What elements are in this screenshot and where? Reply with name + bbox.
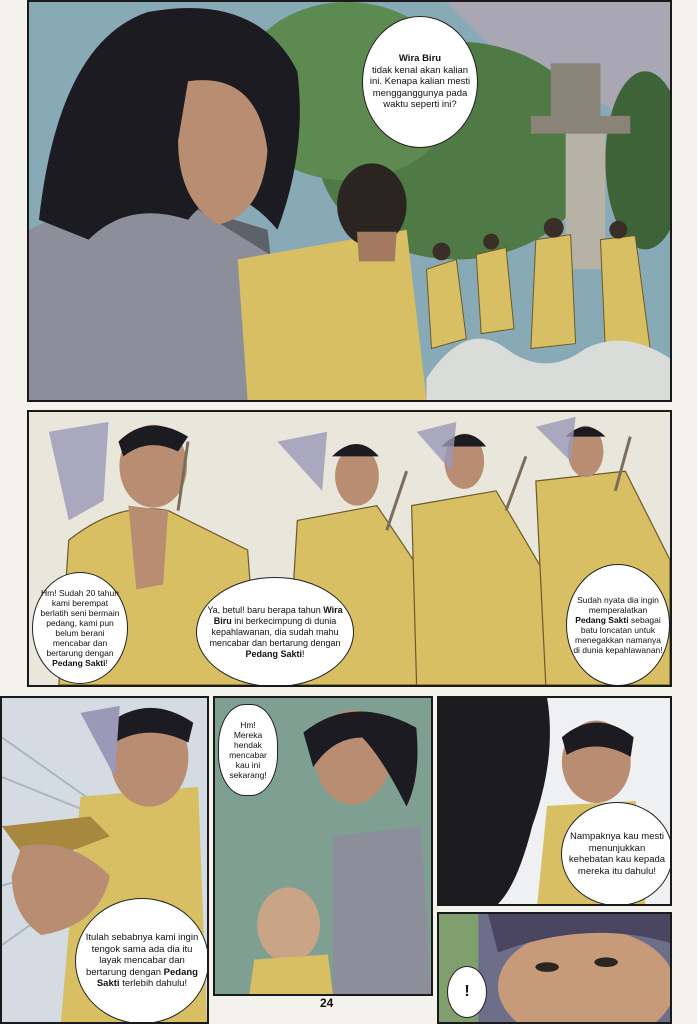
speech-text: Ya, betul! baru berapa tahun [207, 604, 321, 615]
speech-text: Sudah nyata dia ingin memperalatkan [577, 595, 659, 615]
speech-bubble [561, 802, 672, 906]
speech-text: Itulah sebabnya kami ingin tengok sama ada dia itu layak mencabar dan bertarung dengan [85, 932, 199, 978]
speech-text-end: terlebih dahulu! [122, 978, 188, 990]
speech-bubble-left [32, 572, 128, 684]
speech-text-mid: ini berkecimpung di dunia kepahlawanan, dia sudah mahu mencabar dan bertarung dengan [209, 615, 341, 648]
speech-bubble [218, 704, 278, 796]
speech-bubble-center [196, 577, 354, 687]
speech-bubble [75, 898, 209, 1024]
speech-text: Hm! Mereka hendak mencabar kau ini sekarang! [229, 720, 267, 780]
speech-text: tidak kenal akan kalian ini. Kenapa kalian mesti mengganggunya pada waktu seperti ini? [369, 64, 471, 111]
speech-text: Hm! Sudah 20 tahun kami berempat berlatih seni bermain pedang, kami pun belum berani mencabar dan bertarung dengan [40, 588, 120, 658]
panel-4 [213, 696, 433, 996]
speech-bold: Pedang Sakti [575, 615, 629, 625]
speech-bold: Pedang Sakti [96, 966, 198, 990]
speech-bubble [362, 16, 478, 148]
speech-text-end: ! [302, 648, 305, 659]
speech-bold-2: Pedang Sakti [245, 648, 302, 659]
speech-text: Nampaknya kau mesti menunjukkan kehebatan kau kepada mereka itu dahulu! [568, 831, 666, 877]
speech-text-end: ! [105, 658, 108, 668]
panel-2 [27, 410, 672, 687]
exclamation-text: ! [464, 983, 470, 1001]
panel-3 [0, 696, 209, 1024]
panel-1-art [29, 2, 670, 400]
panel-5 [437, 696, 672, 906]
page-number: 24 [320, 996, 334, 1010]
speaker-name: Wira Biru [398, 53, 442, 65]
speech-text-end: sebagai batu loncatan untuk menegakkan namanya di dunia kepahlawanan! [573, 615, 663, 655]
exclamation-bubble [447, 966, 487, 1018]
speech-bold: Wira Biru [213, 604, 343, 626]
speech-bubble-right [566, 564, 670, 686]
panel-1 [27, 0, 672, 402]
panel-6 [437, 912, 672, 1024]
speech-bold: Pedang Sakti [52, 658, 106, 668]
